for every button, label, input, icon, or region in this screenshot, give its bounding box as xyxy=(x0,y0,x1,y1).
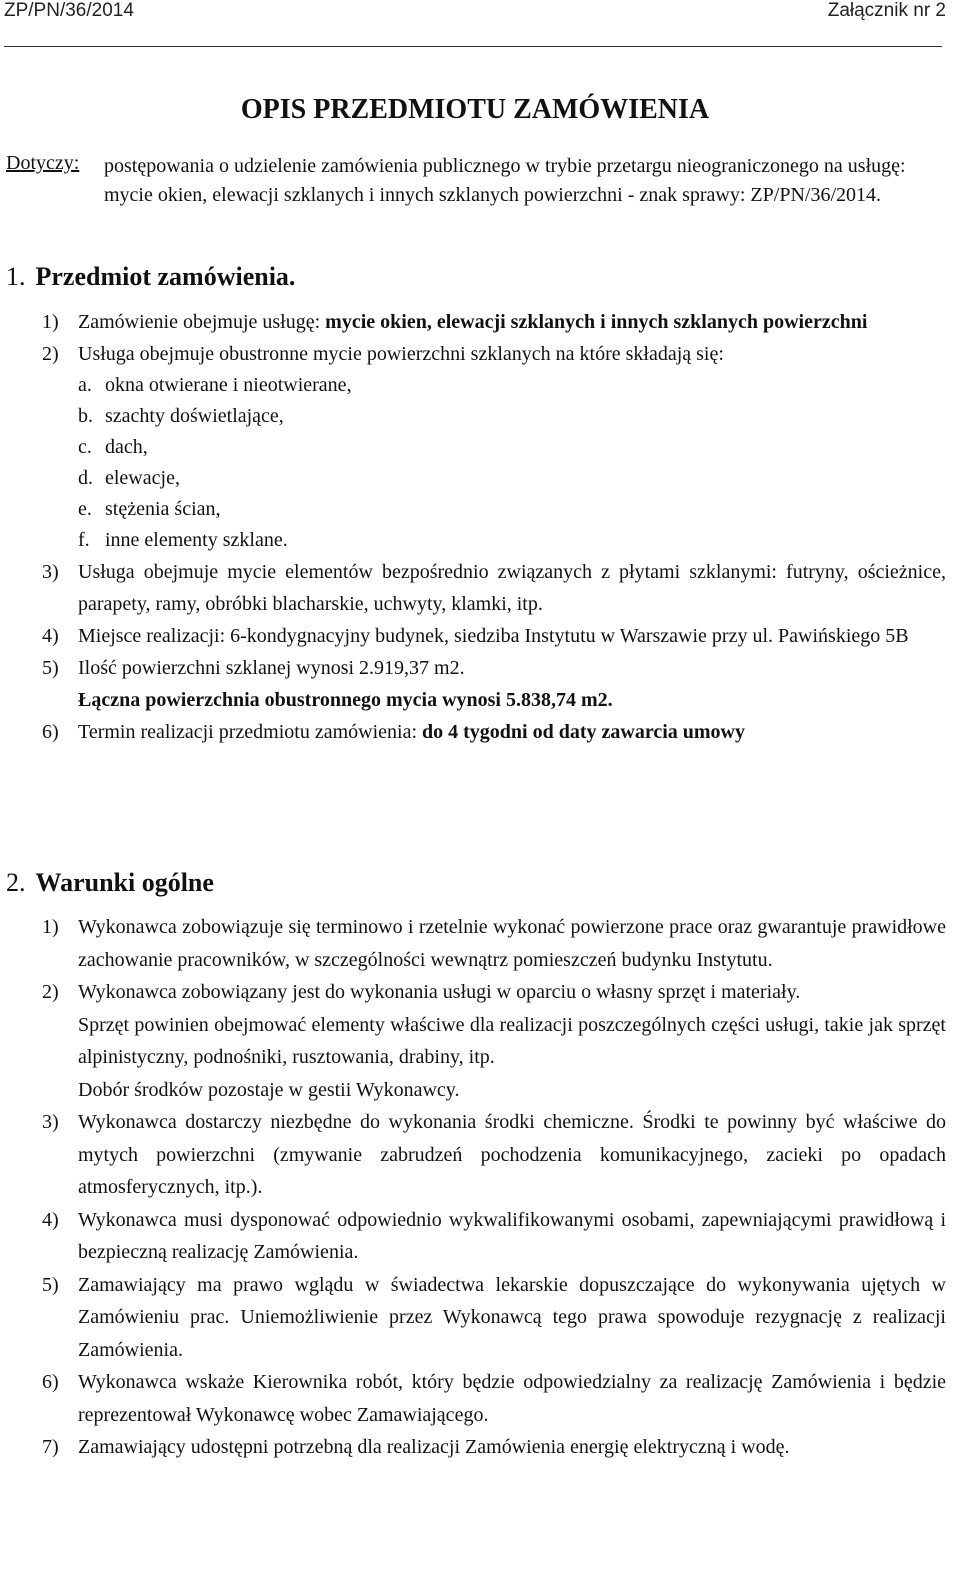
sub-list-item: c. dach, xyxy=(78,436,148,458)
list-item: 7) Zamawiający udostępni potrzebną dla realizacji Zamówienia energię elektryczną i wodę. xyxy=(42,1436,790,1458)
sub-list-item: a. okna otwierane i nieotwierane, xyxy=(78,374,352,396)
list-item: 2) Usługa obejmuje obustronne mycie powierzchni szklanych na które składają się: xyxy=(42,343,724,365)
list-item: 1) Wykonawca zobowiązuje się terminowo i rzetelnie wykonać powierzone prace oraz gwarantuje prawidłowe zachowanie pracowników, w szczególności wewnątrz pomieszczeń budynku Instytutu. xyxy=(42,916,946,971)
dotyczy-label: Dotyczy: xyxy=(6,152,80,174)
section2-list xyxy=(42,911,946,1464)
section2-number: 2. xyxy=(6,868,26,897)
list-item: 4) Miejsce realizacji: 6-kondygnacyjny budynek, siedziba Instytutu w Warszawie przy ul. Pawińskiego 5B xyxy=(42,625,909,647)
section2-title: Warunki ogólne xyxy=(35,868,214,897)
header-attachment-label: Załącznik nr 2 xyxy=(827,0,946,21)
paragraph: Sprzęt powinien obejmować elementy właściwe dla realizacji poszczególnych części usługi, takie jak sprzęt alpinistyczny, podnośniki, rusztowania, drabiny, itp. xyxy=(78,1013,946,1068)
list-item: 4) Wykonawca musi dysponować odpowiednio wykwalifikowanymi osobami, zapewniającymi prawidłową i bezpieczną realizację Zamówienia. xyxy=(42,1208,946,1263)
list-item: 3) Wykonawca dostarczy niezbędne do wykonania środki chemiczne. Środki te powinny być właściwe do mytych powierzchni (zmywanie zabrudzeń pochodzenia komunikacyjnego, zacieki po opadach atmosferycznych, itp.). xyxy=(42,1111,946,1198)
section1-list xyxy=(42,306,946,748)
list-item: 6) Wykonawca wskaże Kierownika robót, który będzie odpowiedzialny za realizację Zamówienia i będzie reprezentował Wykonawcę wobec Zamawiającego. xyxy=(42,1371,946,1426)
page-header xyxy=(4,0,946,24)
sub-list-item: b. szachty doświetlające, xyxy=(78,405,284,427)
list-item: 5) Zamawiający ma prawo wglądu w świadectwa lekarskie dopuszczające do wykonywania ujętych w Zamówieniu prac. Uniemożliwienie przez Wykonawcą tego prawa spowoduje rezygnację z realizacji Zamówienia. xyxy=(42,1273,946,1361)
list-item: 5) Ilość powierzchni szklanej wynosi 2.919,37 m2. xyxy=(42,657,465,679)
list-item: 3) Usługa obejmuje mycie elementów bezpośrednio związanych z płytami szklanymi: futryny, ościeżnice, parapety, ramy, obróbki blacharskie, uchwyty, klamki, itp. xyxy=(42,561,946,615)
list-item: 2) Wykonawca zobowiązany jest do wykonania usługi w oparciu o własny sprzęt i materiały. xyxy=(42,981,801,1003)
total-area: Łączna powierzchnia obustronnego mycia wynosi 5.838,74 m2. xyxy=(78,689,613,711)
header-case-number: ZP/PN/36/2014 xyxy=(4,0,134,21)
sub-list-item: f. inne elementy szklane. xyxy=(78,529,288,551)
list-item: 6) Termin realizacji przedmiotu zamówienia: do 4 tygodni od daty zawarcia umowy xyxy=(42,721,746,743)
header-rule xyxy=(4,46,942,47)
list-item: 1) Zamówienie obejmuje usługę: mycie okien, elewacji szklanych i innych szklanych powierzchni xyxy=(42,311,868,333)
section1-heading xyxy=(6,262,295,292)
sub-list-item: d. elewacje, xyxy=(78,467,180,489)
section1-title: Przedmiot zamówienia. xyxy=(35,262,296,291)
dotyczy-text: postępowania o udzielenie zamówienia publicznego w trybie przetargu nieograniczonego na usługę: mycie okien, elewacji szklanych i innych szklanych powierzchni - znak sprawy: ZP/PN/36/2014. xyxy=(104,155,906,206)
paragraph: Dobór środków pozostaje w gestii Wykonawcy. xyxy=(78,1078,460,1101)
section1-number: 1. xyxy=(6,262,26,291)
sub-list-item: e. stężenia ścian, xyxy=(78,498,221,520)
section2-heading xyxy=(6,868,214,898)
document-title: OPIS PRZEDMIOTU ZAMÓWIENIA xyxy=(240,94,710,125)
